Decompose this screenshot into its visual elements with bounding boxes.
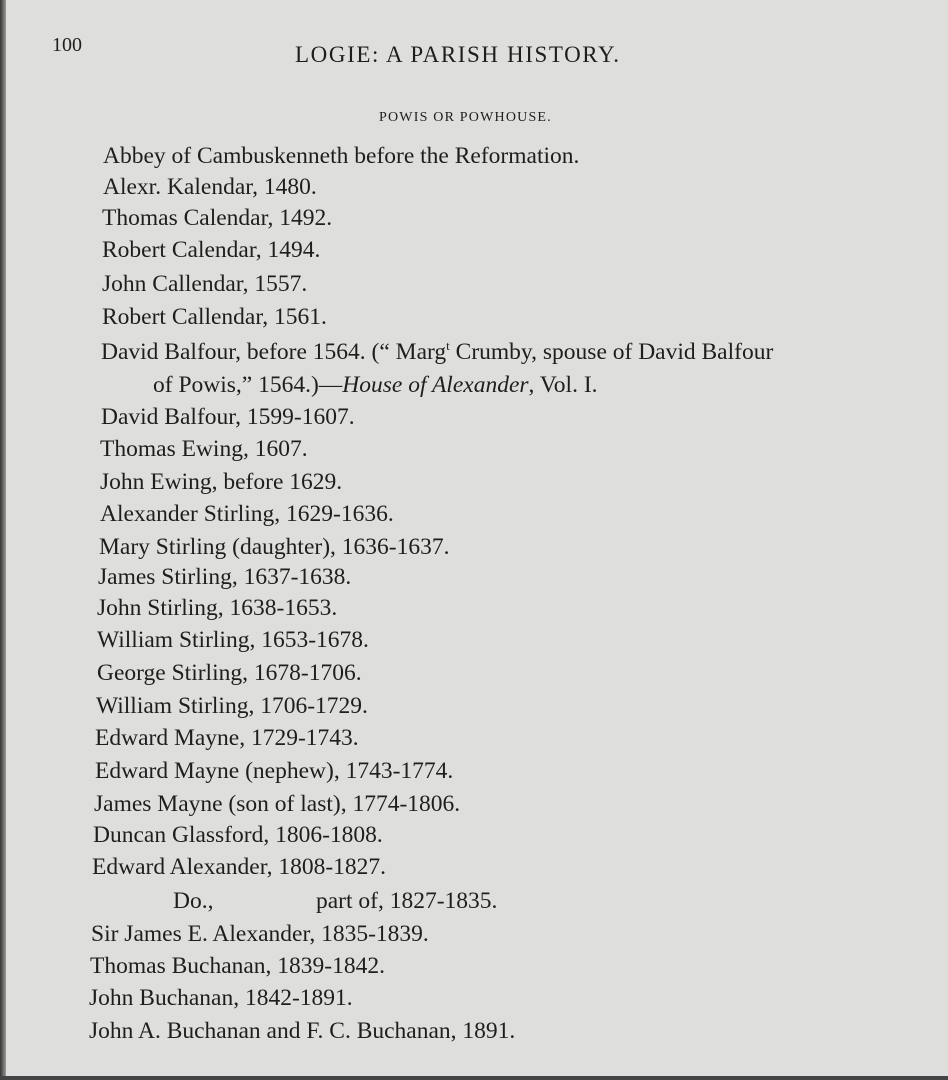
list-item: John Callendar, 1557.	[102, 271, 308, 297]
list-item: Alexander Stirling, 1629-1636.	[100, 501, 394, 527]
list-item: Thomas Ewing, 1607.	[100, 436, 308, 462]
list-item: Edward Alexander, 1808-1827.	[92, 854, 387, 880]
list-item: Sir James E. Alexander, 1835-1839.	[91, 921, 429, 947]
list-item: William Stirling, 1653-1678.	[97, 627, 369, 653]
running-title: LOGIE: A PARISH HISTORY.	[295, 42, 621, 67]
list-item: David Balfour, 1599-1607.	[101, 404, 355, 430]
list-item: John Ewing, before 1629.	[100, 469, 343, 495]
book-title-italic: House of Alexander	[342, 372, 529, 398]
entry-text: , Vol. I.	[528, 372, 598, 398]
superscript: t	[446, 338, 450, 353]
list-item: Edward Mayne (nephew), 1743-1774.	[95, 758, 454, 784]
list-item-ditto	[173, 888, 553, 918]
ditto-mark: Do.,	[173, 888, 214, 914]
list-item: Thomas Buchanan, 1839-1842.	[90, 953, 386, 979]
list-item: George Stirling, 1678-1706.	[97, 660, 362, 686]
page-shadow-bottom	[0, 1076, 948, 1080]
list-item: John A. Buchanan and F. C. Buchanan, 1891.	[89, 1018, 516, 1044]
page-shadow-left	[0, 0, 6, 1080]
list-item-continuation	[153, 372, 598, 399]
list-item: John Stirling, 1638-1653.	[97, 595, 338, 621]
list-item: Robert Callendar, 1561.	[102, 304, 327, 330]
list-item: Abbey of Cambuskenneth before the Reformation.	[103, 143, 580, 169]
list-item: James Stirling, 1637-1638.	[98, 564, 352, 590]
list-item: Thomas Calendar, 1492.	[102, 205, 333, 231]
section-title: POWIS OR POWHOUSE.	[379, 110, 552, 125]
list-item: James Mayne (son of last), 1774-1806.	[94, 791, 461, 817]
entry-text: of Powis,” 1564.)—	[153, 372, 343, 398]
list-item-balfour-note	[101, 338, 773, 366]
list-item: Mary Stirling (daughter), 1636-1637.	[99, 534, 450, 560]
list-item: Edward Mayne, 1729-1743.	[95, 725, 359, 751]
entry-text: Crumby, spouse of David Balfour	[449, 339, 774, 365]
entry-text: David Balfour, before 1564. (“ Marg	[101, 339, 447, 365]
list-item: William Stirling, 1706-1729.	[96, 693, 368, 719]
page-number: 100	[52, 34, 82, 56]
entry-text: part of, 1827-1835.	[316, 888, 498, 914]
list-item: Duncan Glassford, 1806-1808.	[93, 822, 383, 848]
list-item: Alexr. Kalendar, 1480.	[103, 174, 317, 200]
list-item: John Buchanan, 1842-1891.	[89, 985, 353, 1011]
list-item: Robert Calendar, 1494.	[102, 237, 321, 263]
